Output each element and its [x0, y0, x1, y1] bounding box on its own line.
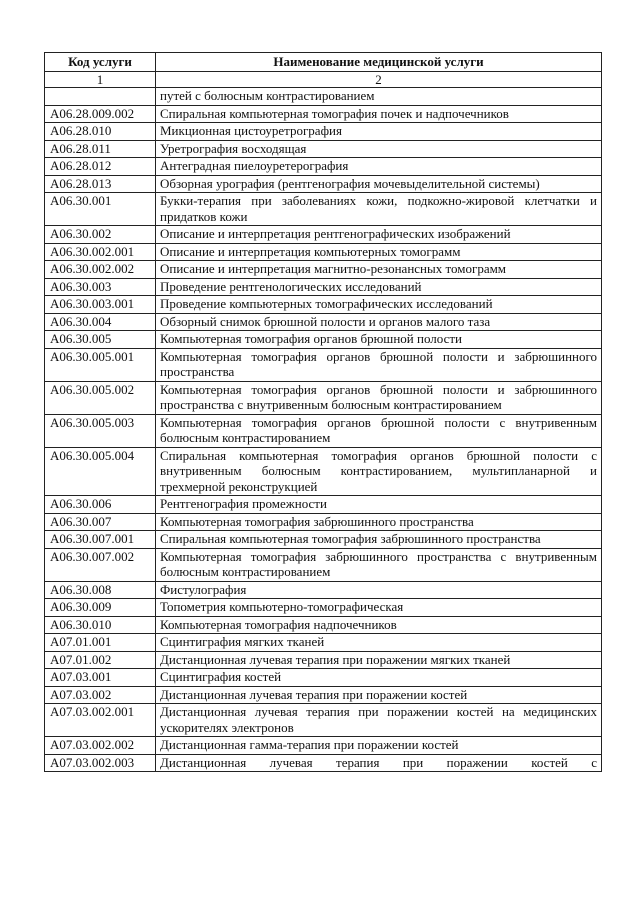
service-name: Компьютерная томография надпочечников [156, 616, 602, 634]
service-name: Компьютерная томография органов брюшной полости с внутривенным болюсным контрастированием [156, 414, 602, 447]
service-name: Дистанционная лучевая терапия при поражении мягких тканей [156, 651, 602, 669]
service-name: Рентгенография промежности [156, 496, 602, 514]
service-name: Компьютерная томография забрюшинного пространства с внутривенным болюсным контрастированием [156, 548, 602, 581]
service-name: Топометрия компьютерно-томографическая [156, 599, 602, 617]
service-code: A06.30.010 [45, 616, 156, 634]
service-code: A06.30.005 [45, 331, 156, 349]
table-header-row [45, 53, 602, 72]
service-code: A07.03.002.003 [45, 754, 156, 772]
service-code: A06.30.002.002 [45, 261, 156, 279]
table-row [45, 313, 602, 331]
table-row [45, 496, 602, 514]
header-name: Наименование медицинской услуги [156, 53, 602, 72]
table-row [45, 669, 602, 687]
service-name: Фистулография [156, 581, 602, 599]
service-code: A06.30.008 [45, 581, 156, 599]
table-row [45, 704, 602, 737]
service-name: Микционная цистоуретрография [156, 123, 602, 141]
table-row [45, 513, 602, 531]
header-code: Код услуги [45, 53, 156, 72]
service-name: Спиральная компьютерная томография органов брюшной полости с внутривенным болюсным контрастированием, мультипланарной и трехмерной реконструкцией [156, 447, 602, 496]
service-name: Компьютерная томография забрюшинного пространства [156, 513, 602, 531]
table-row [45, 261, 602, 279]
service-name: Спиральная компьютерная томография забрюшинного пространства [156, 531, 602, 549]
service-code: A06.28.013 [45, 175, 156, 193]
service-code: A06.30.005.004 [45, 447, 156, 496]
service-code [45, 88, 156, 106]
service-name: Уретрография восходящая [156, 140, 602, 158]
service-code: A06.30.001 [45, 193, 156, 226]
table-row [45, 158, 602, 176]
table-row [45, 123, 602, 141]
service-name: Букки-терапия при заболеваниях кожи, подкожно-жировой клетчатки и придатков кожи [156, 193, 602, 226]
table-row [45, 651, 602, 669]
table-row [45, 175, 602, 193]
service-name: Обзорный снимок брюшной полости и органов малого таза [156, 313, 602, 331]
service-name: Описание и интерпретация рентгенографических изображений [156, 226, 602, 244]
table-row [45, 737, 602, 755]
table-row [45, 348, 602, 381]
table-row [45, 193, 602, 226]
medical-services-table [44, 52, 602, 772]
service-code: A06.30.007 [45, 513, 156, 531]
table-row [45, 88, 602, 106]
service-code: A06.30.006 [45, 496, 156, 514]
service-code: A07.01.001 [45, 634, 156, 652]
service-name: Сцинтиграфия мягких тканей [156, 634, 602, 652]
table-row [45, 531, 602, 549]
table-row [45, 581, 602, 599]
table-row [45, 447, 602, 496]
service-name: Компьютерная томография органов брюшной полости и забрюшинного пространства [156, 348, 602, 381]
service-name: Компьютерная томография органов брюшной полости и забрюшинного пространства с внутривенным болюсным контрастированием [156, 381, 602, 414]
service-code: A06.30.005.001 [45, 348, 156, 381]
service-code: A06.28.011 [45, 140, 156, 158]
service-name: Сцинтиграфия костей [156, 669, 602, 687]
table-row [45, 296, 602, 314]
service-name: Дистанционная лучевая терапия при поражении костей на медицинских ускорителях электронов [156, 704, 602, 737]
service-code: A06.30.009 [45, 599, 156, 617]
service-code: A07.01.002 [45, 651, 156, 669]
service-code: A06.30.004 [45, 313, 156, 331]
table-row [45, 414, 602, 447]
table-row [45, 243, 602, 261]
service-name: Дистанционная гамма-терапия при поражении костей [156, 737, 602, 755]
service-name: Спиральная компьютерная томография почек и надпочечников [156, 105, 602, 123]
service-code: A07.03.002 [45, 686, 156, 704]
service-code: A06.30.007.002 [45, 548, 156, 581]
table-row [45, 616, 602, 634]
service-name: Проведение рентгенологических исследований [156, 278, 602, 296]
table-row [45, 634, 602, 652]
service-name: Компьютерная томография органов брюшной полости [156, 331, 602, 349]
service-code: A07.03.002.001 [45, 704, 156, 737]
service-code: A06.28.012 [45, 158, 156, 176]
table-row [45, 140, 602, 158]
service-code: A06.30.003.001 [45, 296, 156, 314]
service-code: A07.03.001 [45, 669, 156, 687]
table-row [45, 548, 602, 581]
service-code: A06.30.003 [45, 278, 156, 296]
service-name: Описание и интерпретация компьютерных томограмм [156, 243, 602, 261]
service-code: A06.30.007.001 [45, 531, 156, 549]
table-row [45, 278, 602, 296]
service-name: Проведение компьютерных томографических исследований [156, 296, 602, 314]
service-name: Антеградная пиелоуретерография [156, 158, 602, 176]
column-number-2: 2 [156, 71, 602, 88]
service-name: Описание и интерпретация магнитно-резонансных томограмм [156, 261, 602, 279]
service-code: A07.03.002.002 [45, 737, 156, 755]
service-name: Обзорная урография (рентгенография мочевыделительной системы) [156, 175, 602, 193]
table-row [45, 686, 602, 704]
service-code: A06.30.002.001 [45, 243, 156, 261]
service-name: Дистанционная лучевая терапия при поражении костей [156, 686, 602, 704]
service-code: A06.28.010 [45, 123, 156, 141]
service-code: A06.28.009.002 [45, 105, 156, 123]
table-row [45, 331, 602, 349]
service-name: путей с болюсным контрастированием [156, 88, 602, 106]
service-name: Дистанционная лучевая терапия при поражении костей с [156, 754, 602, 772]
service-code: A06.30.005.003 [45, 414, 156, 447]
column-number-row [45, 71, 602, 88]
table-row [45, 599, 602, 617]
service-code: A06.30.005.002 [45, 381, 156, 414]
table-row [45, 226, 602, 244]
table-row [45, 105, 602, 123]
document-page [44, 52, 601, 772]
table-row [45, 754, 602, 772]
service-code: A06.30.002 [45, 226, 156, 244]
table-row [45, 381, 602, 414]
column-number-1: 1 [45, 71, 156, 88]
